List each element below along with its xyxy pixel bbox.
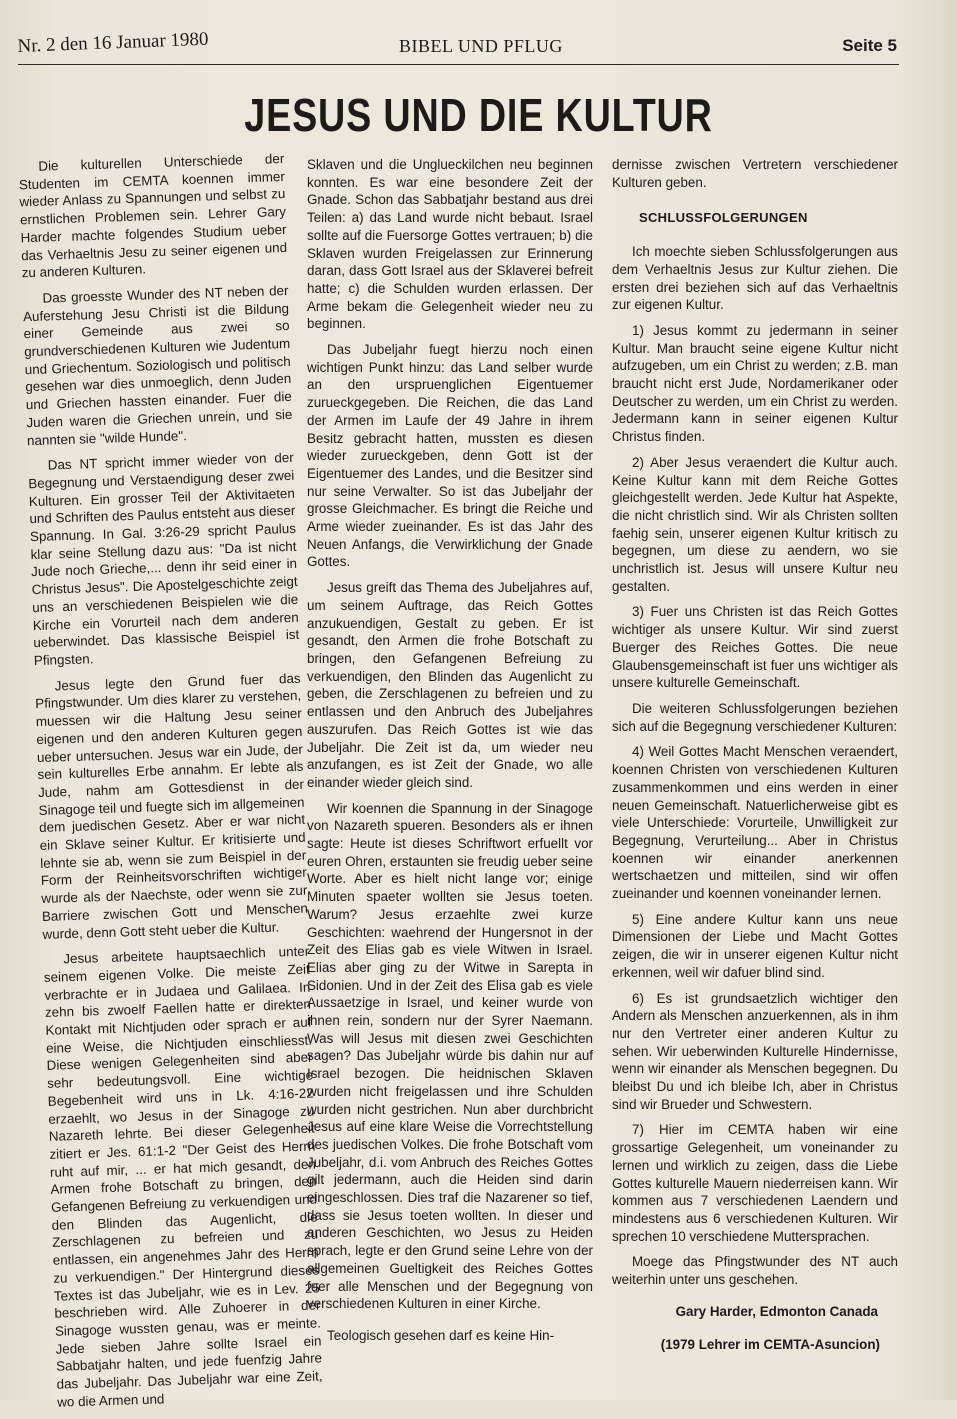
author-note: (1979 Lehrer im CEMTA-Asuncion) — [660, 1337, 880, 1353]
paragraph: Die kulturellen Unterschiede der Studenten im CEMTA koennen immer wieder Anlass zu Spannungen und selbst zu ernstlichen Problemen sein. Lehrer Gary Harder machte folgendes Studium ueber das Verhaeltnis Jesu zu seiner eigenen und zu anderen Kulturen. — [18, 150, 288, 281]
paragraph: Das NT spricht immer wieder von der Begegnung und Verstaendigung deser zwei Kulturen. Ein grosser Teil der Aktivitaeten und Schriften des Paulus entsteht aus dieser Spannung. In Gal. 3:26-29 spricht Paulus klar seine Stellung dazu aus: "Da ist nicht Jude noch Grieche,... denn ihr seid einer in Christus Jesus". Die Apostelgeschichte zeigt uns an verschiedenen Beispielen wie die Kirche ein Vorurteil nach dem anderen ueberwindet. Das klassische Beispiel ist Pfingsten. — [28, 450, 300, 669]
paragraph: 5) Eine andere Kultur kann uns neue Dimensionen der Liebe und Macht Gottes zeigen, die wir in unserer eigenen Kultur nicht erkennen, weil wir dafuer blind sind. — [612, 911, 898, 980]
column-1 — [18, 150, 323, 1419]
paragraph: Jesus arbeitete hauptsaechlich unter seinem eigenen Volke. Die meiste Zeit verbrachte er in Judaea und Galilaea. In zehn bis zwoelf Faellen hatte er direkten Kontakt mit Nichtjuden oder sprach er auf eine Weise, die Nichtjuden einschliesst. Diese wenigen Gelegenheiten sind aber sehr bedeutungsvoll. Eine wichtige Begebenheit wird uns in Lk. 4:16-22 erzaehlt, wo Jesus in der Sinagoge zu Nazareth lehrte. Bei dieser Gelegenheit zitiert er Jes. 61:1-2 "Der Geist des Herrn ruht auf mir, ... er hat mich gesandt, den Armen frohe Botschaft zu bringen, den Gefangenen Befreiung zu verkuendigen und den Blinden das Augenlicht, die Zerschlagenen zu befreien und zu entlassen, ein angenehmes Jahr des Herrn zu verkuendigen." Der Hintergrund dieses Textes ist das Jubeljahr, wie es in Lev. 25 beschrieben wird. Alle Zuhoerer in der Sinagoge wussten genau, was er meinte. Jede sieben Jahre sollte Israel ein Sabbatjahr halten, und jede fuenfzig Jahre das Jubeljahr. Das Jubeljahr war eine Zeit, wo die Armen und — [43, 943, 323, 1410]
publication-name: BIBEL UND PFLUG — [399, 36, 563, 56]
paragraph: Moege das Pfingstwunder des NT auch weiterhin unter uns geschehen. — [612, 1254, 898, 1288]
paragraph: 2) Aber Jesus veraendert die Kultur auch. Keine Kultur kann mit dem Reiche Gottes gleichgestellt werden. Jede Kultur hat Aspekte, die nicht christlich sind. Wir als Christen sollten faehig sein, unserer eigenen Kultur kritisch zu begegnen, um diese zu aendern, wo sie unchristlich ist. Jesus will unsere Kultur neu gestalten. — [612, 454, 898, 594]
paragraph: 1) Jesus kommt zu jedermann in seiner Kultur. Man braucht seine eigene Kultur nicht aufzugeben, um ein Christ zu werden; z.B. man braucht nicht erst Jude, Nordamerikaner oder Deutscher zu werden, um ein Christ zu werden. Jedermann kann in seiner eigenen Kultur Christus finden. — [612, 322, 898, 445]
paragraph: Jesus legte den Grund fuer das Pfingstwunder. Um dies klarer zu verstehen, muessen wir die Haltung Jesu seiner eigenen und den anderen Kulturen gegen ueber untersuchen. Jesus war ein Jude, der sein kulturelles Erbe annahm. Er lebte als Jude, nahm am Gottesdienst in der Sinagoge teil und fuegte sich im allgemeinen dem juedischen Gesetz. Aber er war nicht ein Sklave seiner Kultur. Er kritisierte und lehnte sie ab, wenn sie zum Beispiel in der Form der Reinheitsvorschriften wichtiger wurde als der Naechste, oder wenn sie zur Barriere zwischen Gott und Menschen wurde, denn Gott steht ueber die Kultur. — [35, 670, 309, 942]
paragraph: Teologisch gesehen darf es keine Hin- — [327, 1328, 555, 1343]
paragraph: 6) Es ist grundsaetzlich wichtiger den Andern als Menschen anzuerkennen, als in ihm nur den Vertreter einer anderen Kultur zu sehen. Wir ueberwinden Kulturelle Hindernisse, wenn wir einander als Menschen begegnen. Du bleibst Du und ich bleibe Ich, aber in Christus sind wir Brueder und Schwestern. — [612, 990, 898, 1112]
paragraph: 4) Weil Gottes Macht Menschen veraendert, koennen Christen von verschiedenen Kulturen zusammenkommen und eins werden in einer neuen Gemeinschaft. Natuerlicherweise gibt es viele Unterschiede: Vorurteile, Unwilligkeit zur Begegnung, Verurteilung... Aber in Christus koennen wir einander anerkennen wertschaetzen und mitteilen, sind wir offen zueinander und koennen voneinander lernen. — [612, 744, 898, 902]
issue-date: Nr. 2 den 16 Januar 1980 — [17, 28, 209, 58]
paragraph: Das Jubeljahr fuegt hierzu noch einen wichtigen Punkt hinzu: das Land selber wurde an den urspruenglichen Eigentuemer zurueckgegeben. Die Reichen, die das Land der Armen im Laufe der 49 Jahre in ihrem Besitz gebracht hatten, mussten es diesen wieder zurueckgeben, denn Gott ist der Eigentuemer des Landes, und die Besitzer sind nur seine Verwalter. So ist das Jubeljahr der grosse Gleichmacher. Es bringt die Reiche und Arme wieder zueinander. Es ist das Jahr des Neuen Anfangs, die Verwirklichung der Gnade Gottes. — [307, 342, 593, 570]
paragraph: dernisse zwischen Vertretern verschiedener Kulturen geben. — [612, 157, 898, 190]
paragraph: 3) Fuer uns Christen ist das Reich Gottes wichtiger als unsere Kultur. Wir sind zuerst Buerger des Reiches Gottes. Die neue Glaubensgemeinschaft ist fuer uns wichtiger als unsere kulturelle Gemeinschaft. — [612, 604, 898, 691]
paragraph: Sklaven und die Unglueckilchen neu beginnen konnten. Es war eine besondere Zeit der Gnade. Schon das Sabbatjahr bestand aus drei Teilen: a) das Land wurde nicht bebaut. Israel sollte auf die Fuersorge Gottes vertrauen; b) die Sklaven wurden Freigelassen zur Erinnerung daran, dass Gott Israel aus der Sklaverei befreit hatte; c) die Schulden wurden erlassen. Der Arme bekam die Gelegenheit wieder neu zu beginnen. — [307, 157, 593, 332]
page-number: Seite 5 — [842, 36, 897, 55]
column-3 — [612, 156, 898, 1354]
header-rule — [18, 64, 899, 65]
article-title: JESUS UND DIE KULTUR — [244, 89, 713, 141]
page-header — [17, 28, 897, 66]
paragraph: Ich moechte sieben Schlussfolgerungen aus dem Verhaeltnis Jesus zur Kultur ziehen. Die ersten drei beziehen sich auf das Verhaeltnis zur eigenen Kultur. — [612, 244, 898, 313]
paragraph: 7) Hier im CEMTA haben wir eine grossartige Gelegenheit, um voneinander zu lernen und wirklich zu zeigen, dass die Liebe Gottes kulturelle Mauern niederreisen kann. Wir kommen aus 7 verschiedenen Laendern und mindestens aus 6 verschiedenen Kulturen. Wir sprechen 10 verschiedene Muttersprachen. — [612, 1122, 898, 1244]
section-heading: SCHLUSSFOLGERUNGEN — [639, 210, 808, 226]
column-2 — [307, 156, 593, 1353]
paragraph: Wir koennen die Spannung in der Sinagoge von Nazareth spueren. Besonders als er ihnen sagte: Heute ist dieses Schriftwort erfuellt vor euren Ohren, erstaunten sie freudig ueber seine Worte. Aber es hielt nicht lange vor; einige Minuten spaeter wollten sie Jesus toeten. Warum? Jesus erzaehlte zwei kurze Geschichten: waehrend der Hungersnot in der Zeit des Elias gab es viele Witwen in Israel. Elias aber ging zu der Witwe in Sarepta in Sidonien. Und in der Zeit des Elisa gab es viele Aussaetzige in Israel, und keiner wurde von ihnen rein, sondern nur der Syrer Naemann. Was will Jesus mit diesen zwei Geschichten sagen? Das Jubeljahr würde bis dahin nur auf Israel bezogen. Die heidnischen Sklaven wurden nicht freigelassen und ihre Schulden wurden nicht gestrichen. Nun aber durchbricht Jesus auf eine klare Weise die Vorrechtstellung des juedischen Volkes. Die frohe Botschaft vom Jubeljahr, d.i. vom Anbruch des Reiches Gottes gilt jedermann, auch die Heiden sind darin eingeschlossen. Dies traf die Nazarener so tief, dass sie Jesus toeten wollten. In dieser und anderen Geschichten, wo Jesus zu Heiden sprach, legte er den Grund seine Lehre von der allgemeinen Gueltigkeit des Reiches Gottes fuer alle Menschen und der Begegnung von verschiedenen Kulturen in einer Kirche. — [307, 800, 593, 1312]
paragraph: Das groesste Wunder des NT neben der Auferstehung Jesu Christi ist die Bildung einer Gemeinde aus zwei so grundverschiedenen Kulturen wie Judentum und Griechentum. Soziologisch und politisch gesehen war dies unmoeglich, denn Juden und Griechen hassten einander. Fuer die Juden waren die Griechen unrein, und sie nannten sie "wilde Hunde". — [22, 282, 293, 448]
author-signature: Gary Harder, Edmonton Canada — [675, 1303, 878, 1319]
paragraph: Jesus greift das Thema des Jubeljahres auf, um seinem Auftrage, das Reich Gottes anzukuendigen, Gestalt zu geben. Er ist gesandt, den Armen die frohe Botschaft zu bringen, den Gefangenen Befreiung zu verkuendigen, den Blinden das Augenlicht zu geben, die Zerschlagenen zu befreien und zu entlassen und den Anbruch des Jubeljahres auszurufen. Das Reich Gottes ist wie das Jubeljahr. Die Zeit ist da, um wieder neu anzufangen, es ist Zeit der Gnade, wo alle einander wieder gleich sind. — [307, 580, 593, 790]
paragraph: Die weiteren Schlussfolgerungen beziehen sich auf die Begegnung verschiedener Kulturen: — [612, 700, 898, 734]
